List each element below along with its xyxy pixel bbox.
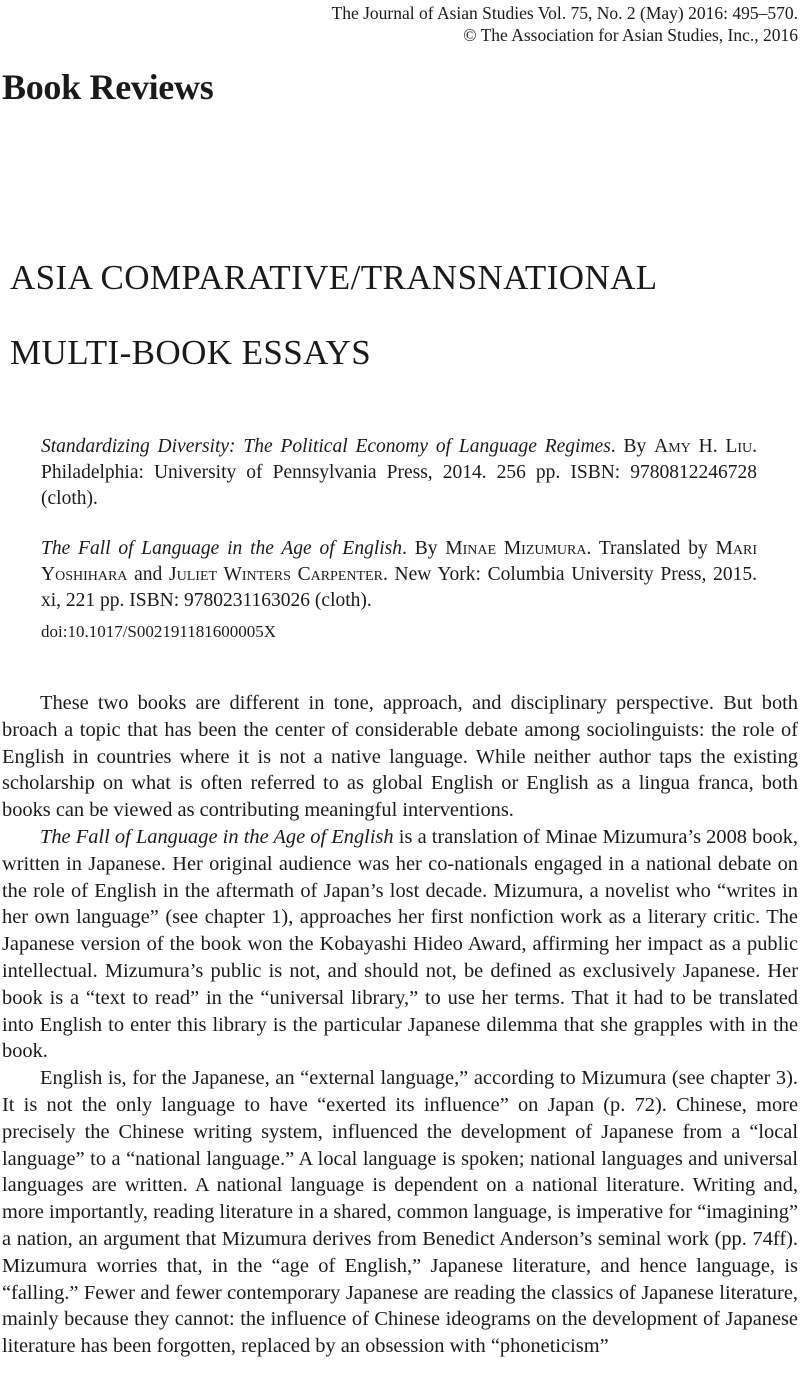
section-title: Book Reviews [2, 67, 214, 107]
book-title: The Fall of Language in the Age of English [41, 538, 403, 559]
book-citation-1: Standardizing Diversity: The Political Economy of Language Regimes. By Amy H. Liu. Philadelphia: University of Pennsylvania Press, 2014. 256 pp. ISBN: 9780812246728 (cloth). [41, 436, 757, 509]
paragraph: These two books are different in tone, approach, and disciplinary perspective. But both broach a topic that has been the center of considerable debate among sociolinguists: the role of English in countries where it is not a native language. While neither author taps the existing scholarship on what is often referred to as global English or English as a lingua franca, both books can be viewed as contributing meaningful interventions. [2, 692, 798, 822]
paragraph: The Fall of Language in the Age of English is a translation of Minae Mizumura’s 2008 book, written in Japanese. Her original audience was her co-nationals engaged in a national debate on the role of English in the aftermath of Japan’s lost decade. Mizumura, a novelist who “writes in her own language” (see chapter 1), approaches her first nonfiction work as a literary critic. The Japanese version of the book won the Kobayashi Hideo Award, affirming her impact as a public intellectual. Mizumura’s public is not, and should not, be defined as exclusively Japanese. Her book is a “text to read” in the “universal library,” to use her terms. That it had to be translated into English to enter this library is the particular Japanese dilemma that she grapples with in the book. [2, 825, 799, 1063]
translator: Juliet Winters Carpenter [169, 564, 383, 585]
category-heading [10, 240, 658, 390]
publication-details: . New York: Columbia University Press, 2015. xi, 221 pp. ISBN: 9780231163026 (cloth). [41, 564, 758, 611]
category-line-1: ASIA COMPARATIVE/TRANSNATIONAL [10, 258, 658, 297]
book-author: Amy H. Liu [654, 436, 753, 457]
review-body [2, 690, 798, 1360]
book-citation-2: The Fall of Language in the Age of English. By Minae Mizumura. Translated by Mari Yoshihara and Juliet Winters Carpenter. New York: Columbia University Press, 2015. xi, 221 pp. ISBN: 9780231163026 (cloth). [41, 538, 758, 611]
book-title-reference: The Fall of Language in the Age of English [40, 825, 394, 848]
journal-header [332, 2, 798, 46]
publication-details: . Philadelphia: University of Pennsylvania Press, 2014. 256 pp. ISBN: 9780812246728 (cloth). [41, 436, 757, 509]
book-title: Standardizing Diversity: The Political Economy of Language Regimes [41, 436, 611, 457]
translator: Mari Yoshihara [41, 538, 757, 585]
copyright-line: © The Association for Asian Studies, Inc., 2016 [463, 25, 798, 45]
journal-citation-line: The Journal of Asian Studies Vol. 75, No. 2 (May) 2016: 495–570. [331, 3, 798, 23]
paragraph: English is, for the Japanese, an “external language,” according to Mizumura (see chapter 3). It is not the only language to have “exerted its influence” on Japan (p. 72). Chinese, more precisely the Chinese writing system, influenced the development of Japanese from a “local language” to a “national language.” A local language is spoken; national languages and universal languages are written. A national language is dependent on a national literature. Writing and, more importantly, reading literature in a shared, common language, is imperative for “imagining” a nation, an argument that Mizumura derives from Benedict Anderson’s seminal work (pp. 74ff). Mizumura worries that, in the “age of English,” Japanese literature, and hence language, is “falling.” Fewer and fewer contemporary Japanese are reading the classics of Japanese literature, mainly because they cannot: the influence of Chinese ideograms on the development of Japanese literature has been forgotten, replaced by an obsession with “phoneticism” [2, 1067, 798, 1358]
book-author: Minae Mizumura [445, 538, 587, 559]
category-line-2: MULTI-BOOK ESSAYS [10, 333, 372, 372]
doi-link[interactable]: doi:10.1017/S002191181600005X [41, 622, 277, 641]
